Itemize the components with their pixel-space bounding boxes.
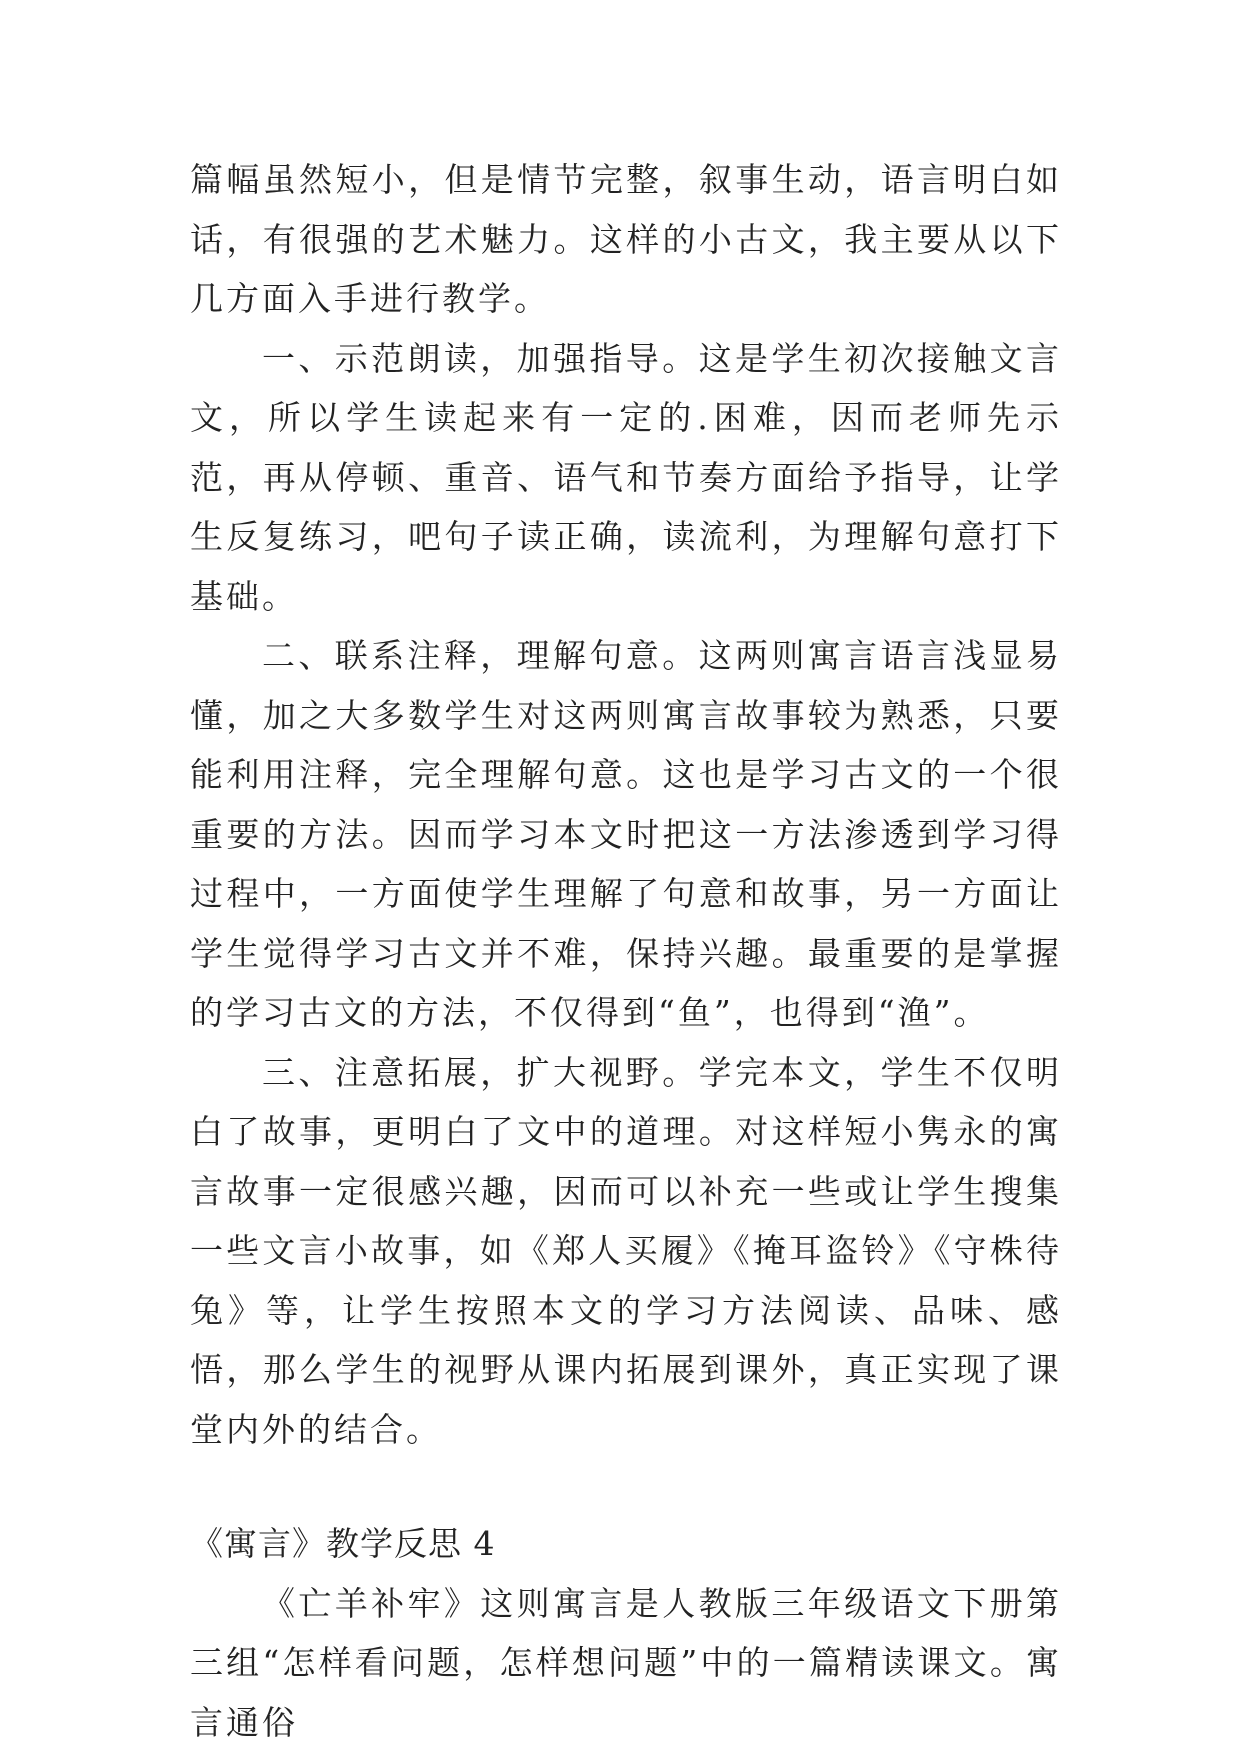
section-heading: 《寓言》教学反思 4: [190, 1524, 496, 1563]
paragraph-point-two: 二、联系注释，理解句意。这两则寓言语言浅显易懂，加之大多数学生对这两则寓言故事较为熟悉，只要能利用注释，完全理解句意。这也是学习古文的一个很重要的方法。因而学习本文时把这一方法渗透到学习得过程中，一方面使学生理解了句意和故事，另一方面让学生觉得学习古文并不难，保持兴趣。最重要的是掌握的学习古文的方法，不仅得到“鱼”，也得到“渔”。: [190, 636, 1062, 1032]
paragraph-point-three: 三、注意拓展，扩大视野。学完本文，学生不仅明白了故事，更明白了文中的道理。对这样短小隽永的寓言故事一定很感兴趣，因而可以补充一些或让学生搜集一些文言小故事，如《郑人买履》《掩耳盗铃》《守株待兔》等，让学生按照本文的学习方法阅读、品味、感悟，那么学生的视野从课内拓展到课外，真正实现了课堂内外的结合。: [190, 1052, 1062, 1449]
paragraph-section-intro: 《亡羊补牢》这则寓言是人教版三年级语文下册第三组“怎样看问题，怎样想问题”中的一篇精读课文。寓言通俗: [190, 1583, 1062, 1742]
paragraph-point-one: 一、示范朗读，加强指导。这是学生初次接触文言文，所以学生读起来有一定的.困难，因而老师先示范，再从停顿、重音、语气和节奏方面给予指导，让学生反复练习，吧句子读正确，读流利，为理解句意打下基础。: [190, 338, 1062, 616]
document-body: [190, 150, 1062, 1752]
paragraph-continued: 篇幅虽然短小，但是情节完整，叙事生动，语言明白如话，有很强的艺术魅力。这样的小古文，我主要从以下几方面入手进行教学。: [190, 160, 1062, 318]
